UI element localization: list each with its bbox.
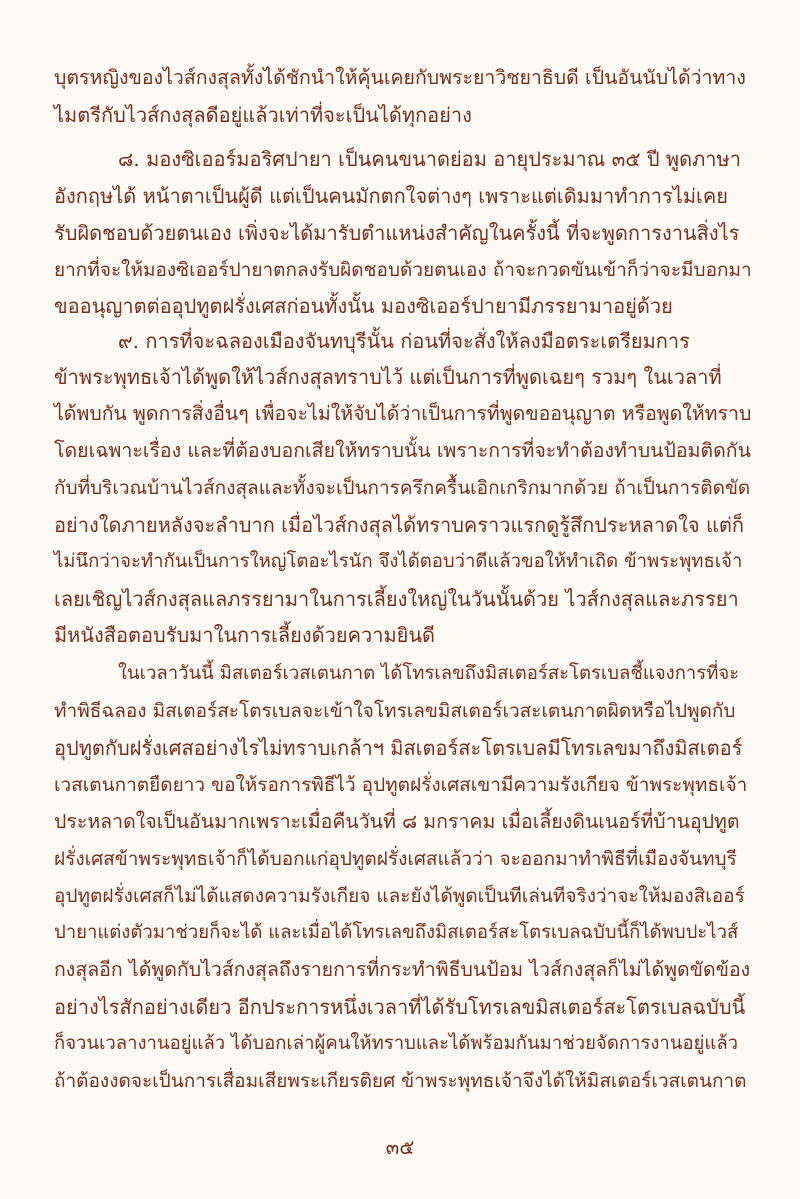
body-text-line: ประหลาดใจเป็นอันมากเพราะเมื่อคืนวันที่ ๘ มกราคม เมื่อเลี้ยงดินเนอร์ที่บ้านอุปทูต (54, 810, 740, 833)
page-number: ๓๕ (385, 1135, 415, 1159)
body-text-line: ข้าพระพุทธเจ้าได้พูดให้ไวส์กงสุลทราบไว้ แต่เป็นการที่พูดเฉยๆ รวมๆ ในเวลาที่ (54, 365, 722, 389)
body-text-line: ทำพิธีฉลอง มิสเตอร์สะโตรเบลจะเข้าใจโทรเลขมิสเตอร์เวสะเตนกาตผิดหรือไปพูดกับ (54, 700, 736, 722)
body-text-line: โดยเฉพาะเรื่อง และที่ต้องบอกเสียให้ทราบนั้น เพราะการที่จะทำต้องทำบนป้อมติดกัน (54, 439, 751, 462)
body-text-line: เวสเตนกาตยืดยาว ขอให้รอการพิธีไว้ อุปทูตฝรั่งเศสเขามีความรังเกียจ ข้าพระพุทธเจ้า (54, 774, 748, 796)
body-text-line: รับผิดชอบด้วยตนเอง เพิ่งจะได้มารับตำแหน่งสำคัญในครั้งนี้ ที่จะพูดการงานสิ่งไร (54, 221, 740, 245)
body-text-line: ถ้าต้องงดจะเป็นการเสื่อมเสียพระเกียรติยศ ข้าพระพุทธเจ้าจึงได้ให้มิสเตอร์เวสเตนกาต (54, 1070, 747, 1092)
body-text-line: อย่างใดภายหลังจะลำบาก เมื่อไวส์กงสุลได้ทราบคราวแรกดูรู้สึกประหลาดใจ แต่ก็ (54, 513, 744, 537)
body-text-line: ปายาแต่งตัวมาช่วยก็จะได้ และเมื่อได้โทรเลขถึงมิสเตอร์สะโตรเบลฉบับนี้ก็ได้พบปะไวส์ (54, 922, 739, 943)
body-text-line: อุปทูตกับฝรั่งเศสอย่างไรไม่ทราบเกล้าฯ มิสเตอร์สะโตรเบลมีโทรเลขมาถึงมิสเตอร์ (54, 736, 743, 760)
paragraph-8-first-line: ๘. มองซิเออร์มอริศปายา เป็นคนขนาดย่อม อายุประมาณ ๓๕ ปี พูดภาษา (118, 147, 741, 171)
body-text-line: ก็จวนเวลางานอยู่แล้ว ได้บอกเล่าผู้คนให้ทราบและได้พร้อมกันมาช่วยจัดการงานอยู่แล้ว (54, 1033, 739, 1054)
body-text-line: ไมตรีกับไวส์กงสุลดีอยู่แล้วเท่าที่จะเป็นได้ทุกอย่าง (54, 103, 472, 127)
body-text-line: มีหนังสือตอบรับมาในการเลี้ยงด้วยความยินดี (54, 623, 436, 647)
body-text-line: กับที่บริเวณบ้านไวส์กงสุลและทั้งจะเป็นการครึกครื้นเอิกเกริกมากด้วย ถ้าเป็นการติดขัด (54, 477, 751, 499)
body-text-line: กงสุลอีก ได้พูดกับไวส์กงสุลถึงรายการที่กระทำพิธีบนป้อม ไวส์กงสุลก็ไม่ได้พูดขัดข้อง (54, 958, 751, 981)
paragraph-first-line: ในเวลาวันนี้ มิสเตอร์เวสเตนกาต ได้โทรเลขถึงมิสเตอร์สะโตรเบลชี้แจงการที่จะ (118, 663, 740, 684)
body-text-line: เลยเชิญไวส์กงสุลแลภรรยามาในการเลี้ยงใหญ่ในวันนั้นด้วย ไวส์กงสุลและภรรยา (54, 587, 739, 611)
body-text-line: อย่างไรสักอย่างเดียว อีกประการหนึ่งเวลาที่ได้รับโทรเลขมิสเตอร์สะโตรเบลฉบับนี้ (54, 995, 746, 1019)
body-text-line: ฝรั่งเศสข้าพระพุทธเจ้าก็ได้บอกแก่อุปทูตฝรั่งเศสแล้วว่า จะออกมาทำพิธีที่เมืองจันทบุรี (54, 848, 737, 870)
body-text-line: บุตรหญิงของไวส์กงสุลทั้งได้ชักนำให้คุ้นเคยกับพระยาวิชยาธิบดี เป็นอันนับได้ว่าทาง (54, 66, 746, 89)
body-text-line: อุปทูตฝรั่งเศสก็ไม่ได้แสดงความรังเกียจ และยังได้พูดเป็นทีเล่นทีจริงว่าจะให้มองสิเออร์ (54, 885, 745, 907)
body-text-line: ไม่นึกว่าจะทำกันเป็นการใหญ่โตอะไรนัก จึงได้ตอบว่าดีแล้วขอให้ทำเถิด ข้าพระพุทธเจ้า (54, 551, 743, 572)
paragraph-9-first-line: ๙. การที่จะฉลองเมืองจันทบุรีนั้น ก่อนที่จะสั่งให้ลงมือตระเตรียมการ (118, 329, 690, 353)
body-text-line: ได้พบกัน พูดการสิ่งอื่นๆ เพื่อจะไม่ให้จับได้ว่าเป็นการที่พูดขออนุญาต หรือพูดให้ทราบ (54, 402, 752, 425)
body-text-line: ยากที่จะให้มองซิเออร์ปายาตกลงรับผิดชอบด้วยตนเอง ถ้าจะกวดขันเข้าก็ว่าจะมีบอกมา (54, 259, 752, 281)
body-text-line: ขออนุญาตต่ออุปทูตฝรั่งเศสก่อนทั้งนั้น มองซิเออร์ปายามีภรรยามาอยู่ด้วย (54, 294, 673, 318)
body-text-line: อังกฤษได้ หน้าตาเป็นผู้ดี แต่เป็นคนมักตกใจต่างๆ เพราะแต่เดิมมาทำการไม่เคย (54, 184, 728, 208)
